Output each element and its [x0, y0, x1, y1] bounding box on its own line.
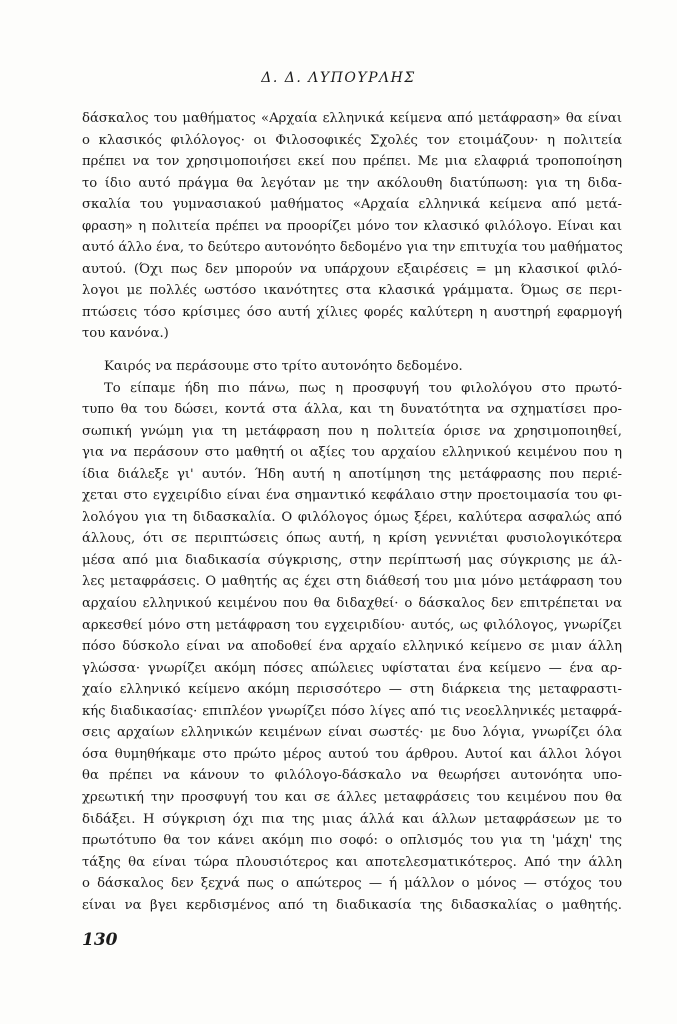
text-line: μέσα από μια διαδικασία σύγκρισης, στην περίπτωσή μας σύγκρισης με άλ-: [82, 552, 622, 568]
text-line: για να περάσουν στο μαθητή οι αξίες του αρχαίου ελληνικού κειμένου που η: [82, 445, 622, 461]
text-line: όσα θυμηθήκαμε στο πρώτο μέρος αυτού του άρθρου. Αυτοί και άλλοι λόγοι: [82, 746, 622, 762]
text-line: τάξης θα είναι τώρα πλουσιότερος και αποτελεσματικότερος. Από την άλλη: [82, 854, 622, 870]
text-line: σκαλία του γυμνασιακού μαθήματος «Αρχαία ελληνικά κείμενα από μετά-: [82, 197, 622, 213]
text-line: Το είπαμε ήδη πιο πάνω, πως η προσφυγή του φιλολόγου στο πρωτό-: [104, 380, 622, 396]
text-line: σεις αρχαίων ελληνικών κειμένων είναι σωστές· με δυο λόγια, γνωρίζει όλα: [82, 725, 622, 741]
text-line: χρεωτική την προσφυγή του και σε άλλες μεταφράσεις του κειμένου που θα: [82, 789, 622, 805]
text-line: χαίο ελληνικό κείμενο ακόμη περισσότερο — στη διάρκεια της μεταφραστι-: [82, 682, 622, 698]
text-line: πρέπει να τον χρησιμοποιήσει εκεί που πρέπει. Με μια ελαφριά τροποποίηση: [82, 154, 622, 170]
text-line: αυτού. (Όχι πως δεν μπορούν να υπάρχουν εξαιρέσεις = μη κλασικοί φιλό-: [82, 261, 622, 277]
text-line: ίδια διάλεξε γι' αυτόν. Ήδη αυτή η αποτίμηση της μετάφρασης που περιέ-: [82, 466, 622, 482]
text-line: είναι να βγει κερδισμένος από τη διαδικασία της διδασκαλίας ο μαθητής.: [82, 897, 622, 913]
text-line: του κανόνα.): [82, 326, 169, 342]
text-line: αρκεσθεί μόνο στη μετάφραση του εγχειριδίου· αυτός, ως φιλόλογος, γνωρίζει: [82, 617, 622, 633]
text-line: φραση» η πολιτεία πρέπει να προορίζει μόνο τον κλασικό φιλόλογο. Είναι και: [82, 218, 622, 234]
text-line: λολόγου για τη διδασκαλία. Ο φιλόλογος όμως ξέρει, καλύτερα ασφαλώς από: [82, 509, 622, 525]
text-line: γλώσσα· γνωρίζει ακόμη πόσες απώλειες υφίσταται ένα κείμενο — ένα αρ-: [82, 660, 622, 676]
text-line: πόσο δύσκολο είναι να αποδοθεί ένα αρχαίο ελληνικό κείμενο σε μιαν άλλη: [82, 639, 622, 655]
text-line: ο δάσκαλος δεν ξεχνά πως ο απώτερος — ή μάλλον ο μόνος — στόχος του: [82, 876, 622, 892]
text-line: κής διαδικασίας· επιπλέον γνωρίζει πόσο λίγες από τις νεοελληνικές μεταφρά-: [82, 703, 622, 719]
text-line: αυτό άλλο ένα, το δεύτερο αυτονόητο δεδομένο για την επιτυχία του μαθήματος: [82, 240, 623, 256]
paragraph-spacer: [82, 345, 622, 356]
text-line: σωπική γνώμη για τη μετάφραση που η πολιτεία όρισε να χρησιμοποιηθεί,: [82, 423, 622, 439]
text-line: τυπο θα του δώσει, κοντά στα άλλα, και τη δυνατότητα να σχηματίσει προ-: [82, 402, 622, 418]
text-line: αρχαίου ελληνικού κειμένου που θα διδαχθεί· ο δάσκαλος δεν επιτρέπεται να: [82, 596, 622, 612]
page-number: 130: [82, 930, 118, 950]
text-line: λογοι με πολλές ωστόσο ικανότητες στα κλασικά γράμματα. Όμως σε περι-: [82, 283, 622, 299]
text-line: το ίδιο αυτό πράγμα θα λεγόταν με την ακόλουθη διατύπωση: για τη διδα-: [82, 175, 622, 191]
text-line: Καιρός να περάσουμε στο τρίτο αυτονόητο δεδομένο.: [104, 359, 463, 375]
text-line: ο κλασικός φιλόλογος· οι Φιλοσοφικές Σχολές τον ετοιμάζουν· η πολιτεία: [82, 132, 622, 148]
text-line: άλλους, ότι σε περιπτώσεις όπως αυτή, η κρίση γεννιέται φυσιολογικότερα: [82, 531, 622, 547]
text-line: διδάξει. Η σύγκριση όχι πια της μιας άλλά και άλλων μεταφράσεων με το: [82, 811, 622, 827]
body-text: [82, 108, 622, 916]
paragraph-3: [82, 378, 622, 917]
text-line: χεται στο εγχειρίδιο είναι ένα σημαντικό κεφάλαιο στην προετοιμασία του φι-: [82, 488, 622, 504]
text-line: πρωτότυπο θα τον κάνει ακόμη πιο σοφό: ο οπλισμός του για τη 'μάχη' της: [82, 833, 622, 849]
text-line: πτώσεις τόσο κρίσιμες όσο αυτή χίλιες φορές καλύτερη η αυστηρή εφαρμογή: [82, 304, 622, 320]
text-line: δάσκαλος του μαθήματος «Αρχαία ελληνικά κείμενα από μετάφραση» θα είναι: [82, 111, 622, 126]
paragraph-2: [82, 356, 622, 378]
paragraph-1: [82, 108, 622, 345]
text-line: θα πρέπει να κάνουν το φιλόλογο-δάσκαλο να θεωρήσει αυτονόητα υπο-: [82, 768, 622, 784]
text-line: λες μεταφράσεις. Ο μαθητής ας έχει στη διάθεσή του μια μόνο μετάφραση του: [82, 574, 622, 590]
running-head: Δ. Δ. ΛΥΠΟΥΡΛΗΣ: [261, 70, 416, 86]
